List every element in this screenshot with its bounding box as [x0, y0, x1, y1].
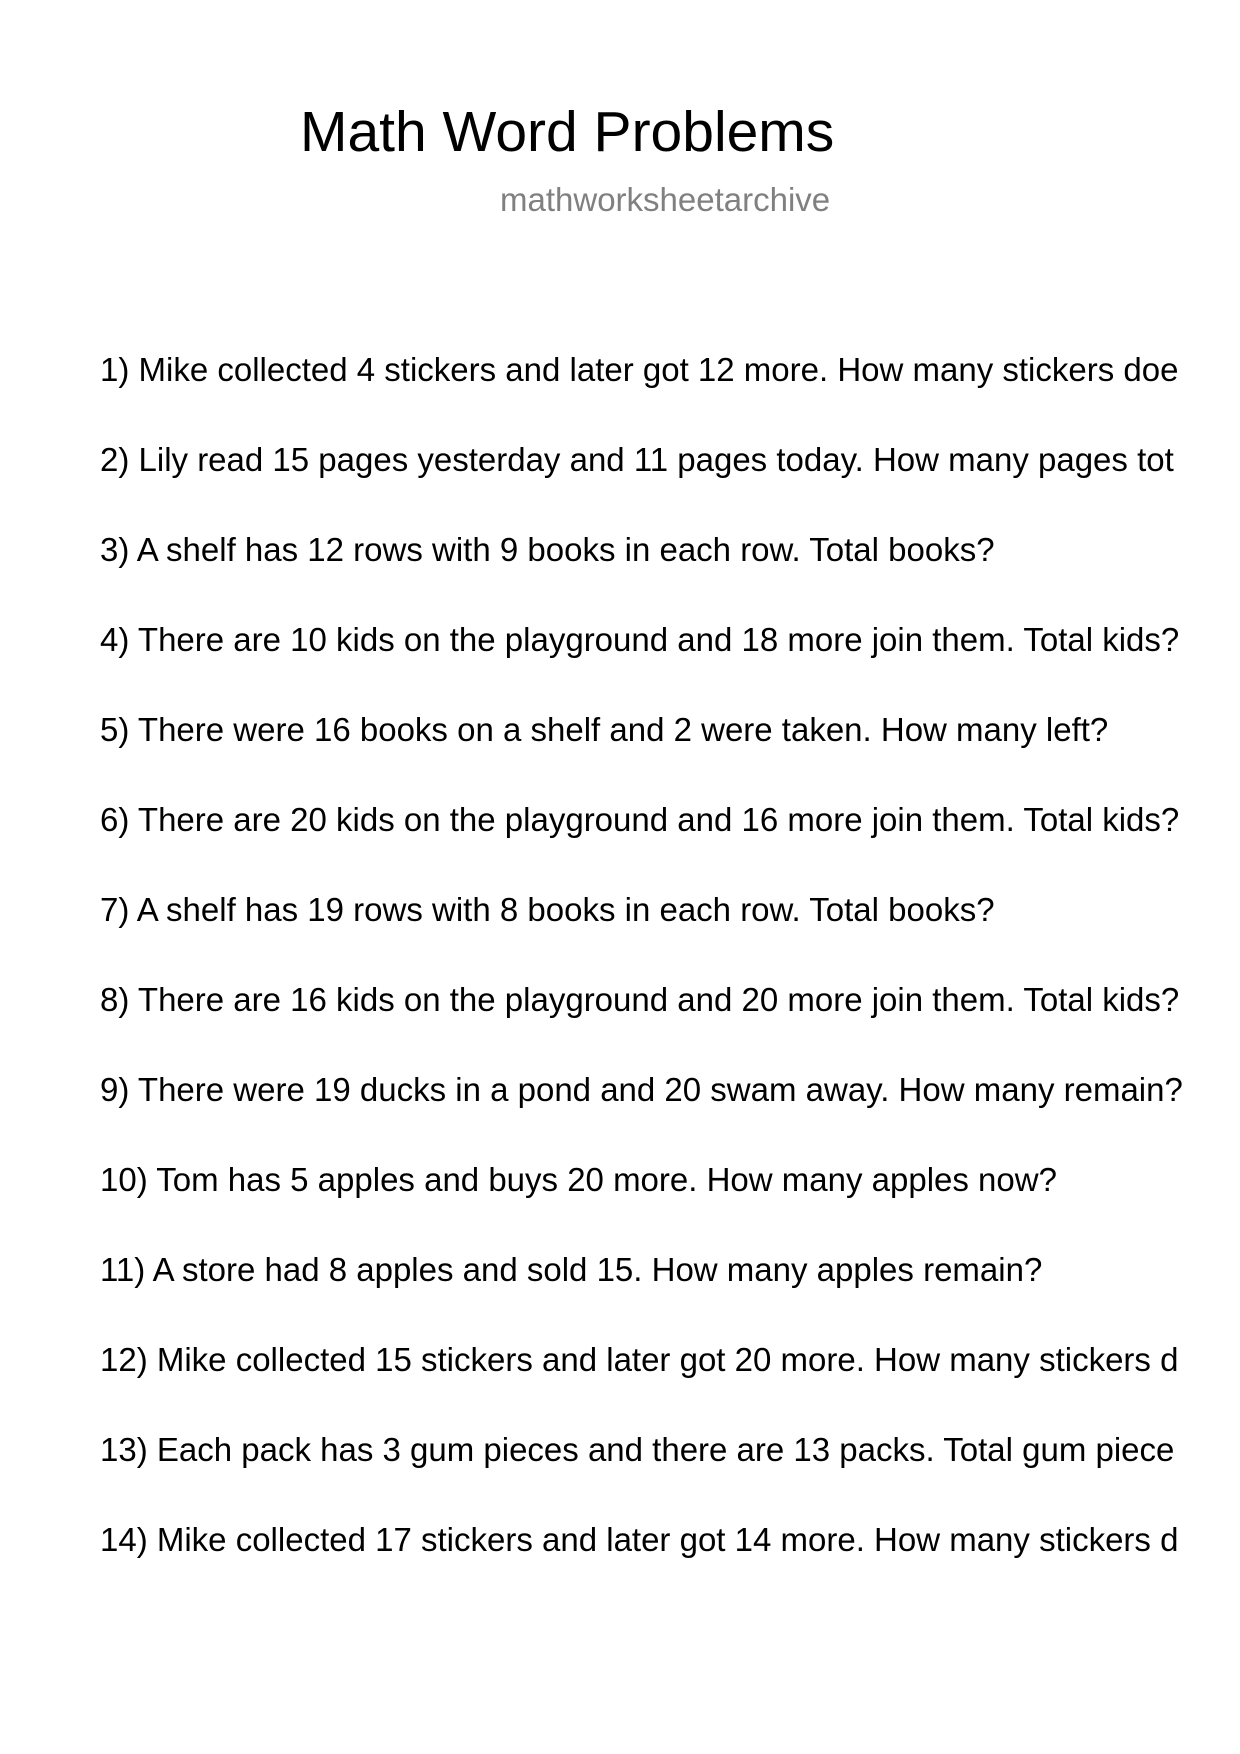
problem-item: 12) Mike collected 15 stickers and later got 20 more. How many stickers d	[100, 1341, 1179, 1378]
problem-item: 11) A store had 8 apples and sold 15. How many apples remain?	[100, 1251, 1043, 1288]
problem-item: 3) A shelf has 12 rows with 9 books in each row. Total books?	[100, 531, 995, 568]
page-subtitle: mathworksheetarchive	[500, 181, 831, 218]
problem-item: 13) Each pack has 3 gum pieces and there are 13 packs. Total gum piece	[100, 1431, 1175, 1468]
problem-item: 4) There are 10 kids on the playground and 18 more join them. Total kids?	[100, 621, 1180, 658]
problem-item: 10) Tom has 5 apples and buys 20 more. How many apples now?	[100, 1161, 1057, 1198]
page-title: Math Word Problems	[300, 100, 835, 164]
problem-item: 7) A shelf has 19 rows with 8 books in each row. Total books?	[100, 891, 995, 928]
problem-item: 1) Mike collected 4 stickers and later got 12 more. How many stickers doe	[100, 351, 1179, 388]
problem-item: 5) There were 16 books on a shelf and 2 were taken. How many left?	[100, 711, 1109, 748]
problem-list	[100, 348, 1240, 1608]
problem-item: 8) There are 16 kids on the playground and 20 more join them. Total kids?	[100, 981, 1180, 1018]
problem-item: 14) Mike collected 17 stickers and later got 14 more. How many stickers d	[100, 1521, 1179, 1558]
problem-item: 2) Lily read 15 pages yesterday and 11 pages today. How many pages tot	[100, 441, 1174, 478]
problem-item: 6) There are 20 kids on the playground and 16 more join them. Total kids?	[100, 801, 1180, 838]
problem-item: 9) There were 19 ducks in a pond and 20 swam away. How many remain?	[100, 1071, 1183, 1108]
